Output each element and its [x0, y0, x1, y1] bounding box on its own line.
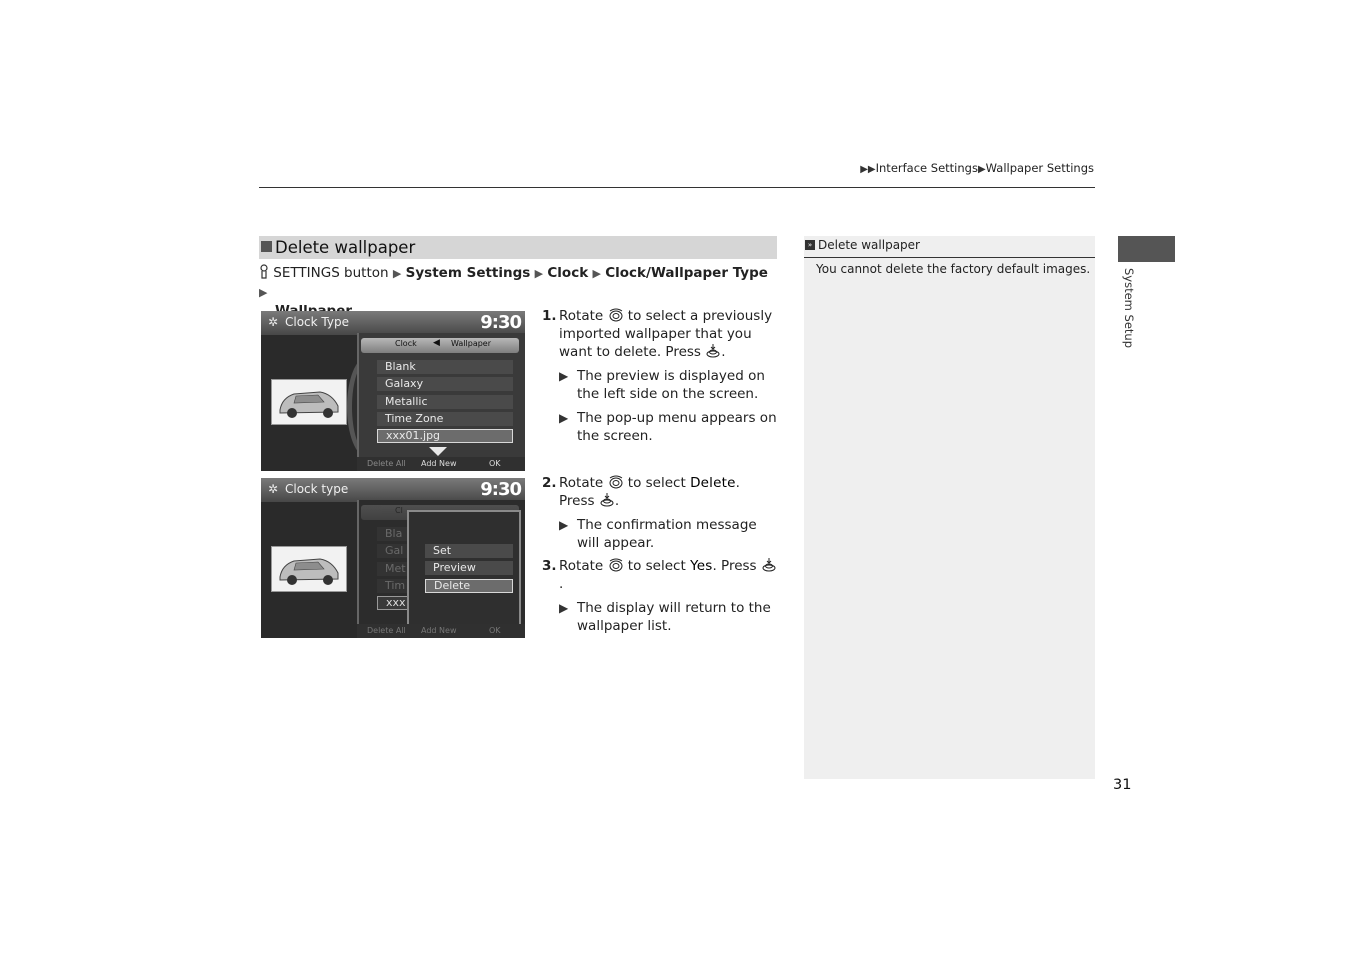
step-text-part: .: [721, 344, 726, 360]
breadcrumb-item-interface-settings[interactable]: Interface Settings: [875, 161, 978, 175]
step-result: [559, 409, 777, 445]
side-note-title: Delete wallpaper: [818, 238, 920, 252]
step-number: 2.: [542, 475, 557, 491]
breadcrumb-item-wallpaper-settings[interactable]: Wallpaper Settings: [985, 161, 1094, 175]
ok-button: OK: [489, 626, 501, 635]
rotate-dial-icon: [608, 308, 624, 322]
result-arrow-icon: ▶: [559, 518, 569, 532]
list-item-bg: Tim: [377, 579, 417, 593]
side-note-header: [804, 236, 1095, 258]
popup-item-preview[interactable]: Preview: [425, 561, 513, 575]
step-number: 1.: [542, 308, 557, 324]
step-text-part: Rotate: [559, 475, 604, 491]
step-text-part: to select a previously imported wallpaper that you want to delete. Press: [559, 308, 773, 360]
ok-button[interactable]: OK: [489, 459, 501, 468]
list-item-time-zone[interactable]: Time Zone: [377, 412, 513, 426]
screen-title: Clock Type: [285, 315, 349, 329]
path-separator: ▶: [392, 267, 402, 280]
section-title: Delete wallpaper: [275, 238, 416, 257]
car-icon: [272, 380, 346, 424]
press-dial-icon: [705, 344, 721, 358]
step-2: [542, 474, 777, 552]
step-text-part: .: [614, 493, 620, 509]
step-number: 3.: [542, 558, 557, 574]
path-separator: ▶: [259, 286, 268, 299]
note-reference-icon: »: [805, 240, 815, 250]
section-header: [259, 236, 777, 259]
step-text-part: to select: [627, 475, 686, 491]
step-1: [542, 307, 777, 445]
press-dial-icon: [599, 493, 615, 507]
clock-wallpaper-tabs: [361, 338, 519, 353]
screen-clock: 9:30: [480, 312, 521, 333]
step-text: [559, 474, 777, 510]
screen-top-bar: [261, 311, 525, 335]
list-item-galaxy[interactable]: Galaxy: [377, 377, 513, 391]
tab-clock: Cl: [395, 506, 403, 515]
screen-bottom-bar: [357, 457, 525, 471]
delete-all-button: Delete All: [367, 626, 406, 635]
result-text: The preview is displayed on the left side on the screen.: [577, 368, 765, 402]
result-text: The confirmation message will appear.: [577, 517, 757, 551]
wallpaper-preview: [271, 546, 347, 592]
section-square-icon: [261, 241, 272, 252]
tab-wallpaper[interactable]: Wallpaper: [451, 339, 492, 348]
breadcrumb-separator: ▶: [977, 164, 986, 175]
result-arrow-icon: ▶: [559, 411, 569, 425]
scroll-down-icon: [429, 447, 447, 456]
path-separator: ▶: [592, 267, 601, 280]
side-note: [804, 236, 1095, 779]
screen-bottom-bar: [357, 624, 525, 638]
popup-item-delete[interactable]: Delete: [425, 579, 513, 593]
step-result: [559, 599, 777, 635]
side-note-body: You cannot delete the factory default images.: [816, 262, 1091, 276]
rotate-dial-icon: [608, 475, 624, 489]
car-icon: [272, 547, 346, 591]
path-start: SETTINGS button: [273, 265, 389, 281]
list-item-bg: Bla: [377, 527, 417, 541]
delete-all-button[interactable]: Delete All: [367, 459, 406, 468]
step-text: [559, 557, 777, 593]
list-item-bg: xxx: [377, 596, 417, 610]
list-item-blank[interactable]: Blank: [377, 360, 513, 374]
chapter-tab-label[interactable]: System Setup: [1122, 268, 1136, 349]
step-emphasis: Yes: [690, 558, 713, 574]
list-item-xxx01[interactable]: xxx01.jpg: [377, 429, 513, 443]
step-result: [559, 367, 777, 403]
wallpaper-preview: [271, 379, 347, 425]
screen-clock: 9:30: [480, 479, 521, 500]
gear-icon: ✲: [268, 315, 279, 329]
add-new-button: Add New: [421, 626, 457, 635]
result-text: The display will return to the wallpaper list.: [577, 600, 771, 634]
chapter-tab-marker: [1118, 236, 1175, 262]
result-arrow-icon: ▶: [559, 369, 569, 383]
press-dial-icon: [761, 558, 777, 572]
header-divider: [259, 187, 1095, 188]
list-item-bg: Met: [377, 562, 417, 576]
path-system-settings: System Settings: [405, 265, 531, 281]
step-emphasis: Delete: [690, 475, 736, 491]
step-text-part: Rotate: [559, 558, 604, 574]
list-item-bg: Gal: [377, 544, 417, 558]
screenshot-wallpaper-list: [261, 311, 525, 471]
list-item-metallic[interactable]: Metallic: [377, 395, 513, 409]
screen-title: Clock type: [285, 482, 349, 496]
page-number: 31: [1113, 777, 1132, 793]
screen-top-bar: [261, 478, 525, 502]
breadcrumb: [860, 161, 1094, 175]
button-press-icon: [259, 264, 269, 279]
rotate-dial-icon: [608, 558, 624, 572]
path-clock-wallpaper-type: Clock/Wallpaper Type: [605, 265, 768, 281]
step-result: [559, 516, 777, 552]
add-new-button[interactable]: Add New: [421, 459, 457, 468]
gear-icon: ✲: [268, 482, 279, 496]
step-3: [542, 557, 777, 635]
popup-item-set[interactable]: Set: [425, 544, 513, 558]
result-arrow-icon: ▶: [559, 601, 569, 615]
step-text-part: . Press: [712, 558, 757, 574]
step-text-part: .: [559, 576, 564, 592]
step-text-part: to select: [627, 558, 686, 574]
breadcrumb-arrows: ▶▶: [860, 164, 876, 175]
tab-clock[interactable]: Clock: [395, 339, 417, 348]
path-clock: Clock: [547, 265, 589, 281]
step-text: [559, 307, 777, 361]
result-text: The pop-up menu appears on the screen.: [577, 410, 777, 444]
tab-arrow-icon: ◀: [433, 338, 440, 348]
step-text-part: Rotate: [559, 308, 604, 324]
path-separator: ▶: [534, 267, 544, 280]
screenshot-popup-menu: [261, 478, 525, 638]
step-text-part: . Press: [559, 475, 740, 509]
